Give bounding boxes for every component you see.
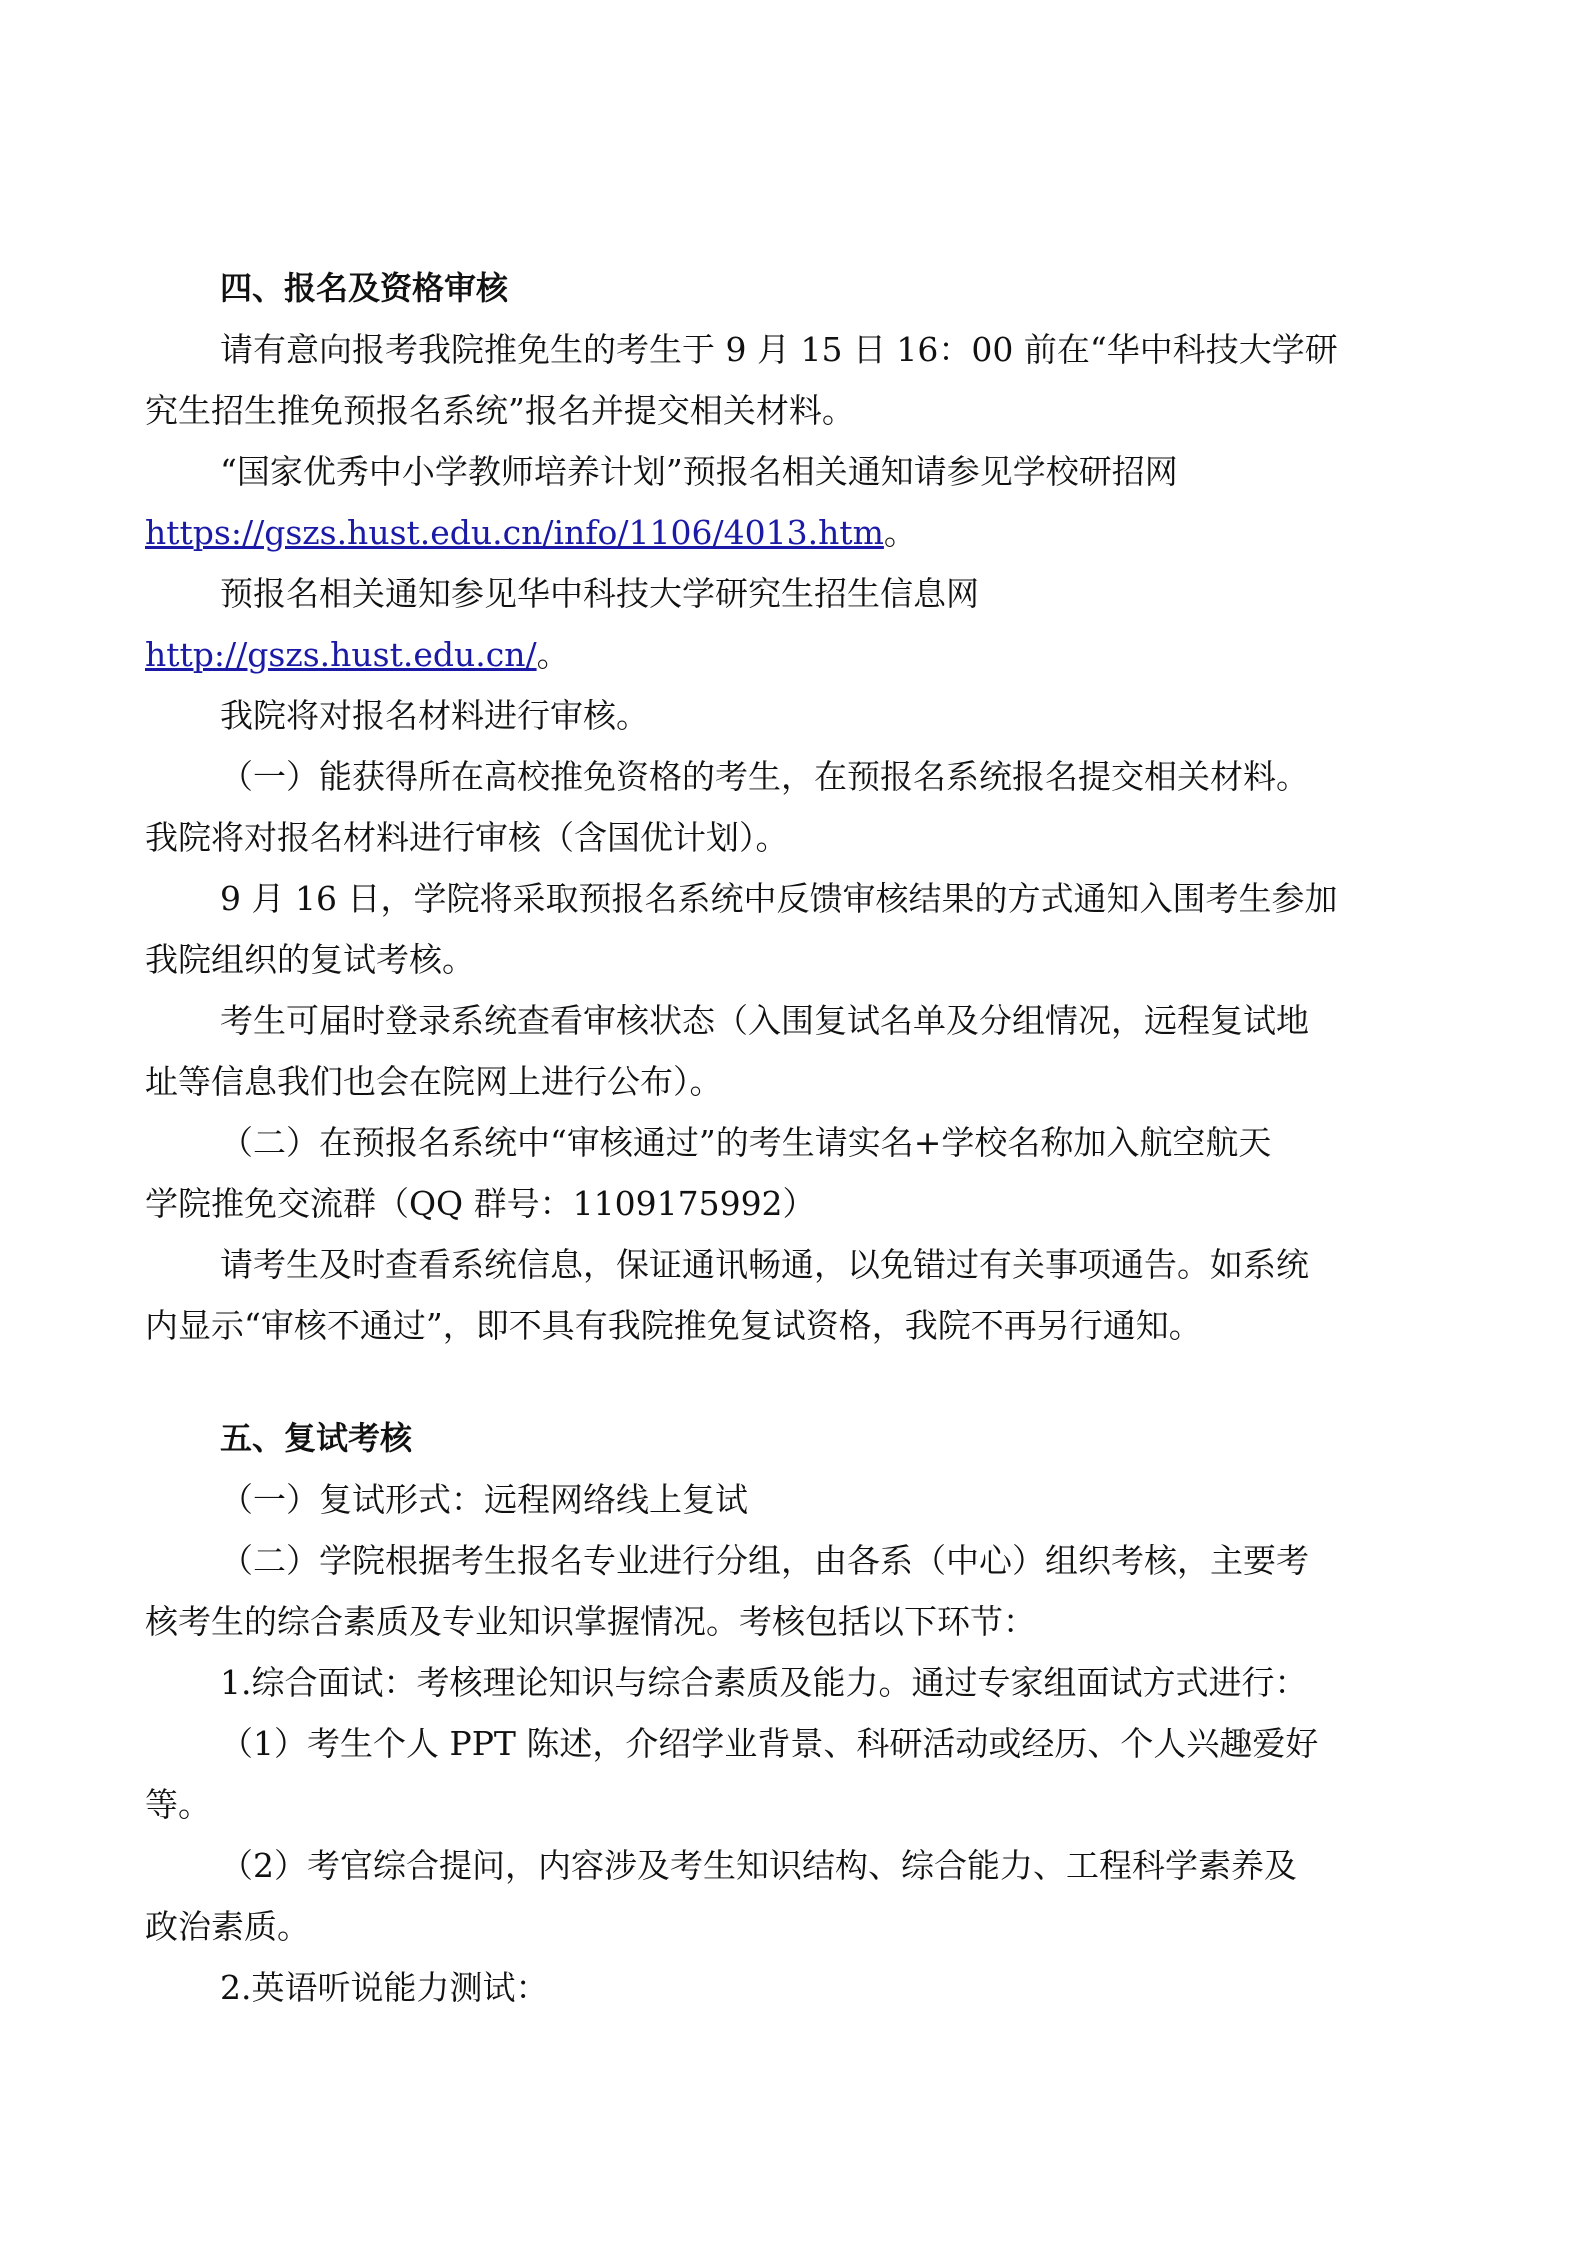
paragraph-check-status-cont: 址等信息我们也会在院网上进行公布）。	[145, 1062, 723, 1101]
document-body	[145, 258, 1457, 2018]
paragraph-check-system-info-cont: 内显示“审核不通过”，即不具有我院推免复试资格，我院不再另行通知。	[145, 1306, 1202, 1345]
period: 。	[883, 513, 917, 552]
paragraph-retest-form: （一）复试形式：远程网络线上复试	[220, 1480, 748, 1519]
paragraph-english-test: 2.英语听说能力测试：	[220, 1968, 549, 2007]
period: 。	[536, 635, 570, 674]
paragraph-ppt-statement-cont: 等。	[145, 1785, 211, 1824]
paragraph-check-status: 考生可届时登录系统查看审核状态（入围复试名单及分组情况，远程复试地	[220, 1001, 1309, 1040]
paragraph-interview: 1.综合面试：考核理论知识与综合素质及能力。通过专家组面试方式进行：	[220, 1663, 1308, 1702]
paragraph-examiner-questions-cont: 政治素质。	[145, 1907, 310, 1946]
paragraph-item-1-eligible: （一）能获得所在高校推免资格的考生，在预报名系统报名提交相关材料。	[220, 757, 1309, 796]
gszs-home-link[interactable]: http://gszs.hust.edu.cn/	[145, 635, 537, 674]
section-5-heading: 五、复试考核	[220, 1419, 413, 1457]
gszs-info-link[interactable]: https://gszs.hust.edu.cn/info/1106/4013.htm	[145, 513, 884, 552]
paragraph-item-2-qq-group-cont: 学院推免交流群（QQ 群号：1109175992）	[145, 1184, 816, 1223]
paragraph-item-1-eligible-cont: 我院将对报名材料进行审核（含国优计划）。	[145, 818, 789, 857]
paragraph-registration-deadline: 请有意向报考我院推免生的考生于 9 月 15 日 16：00 前在“华中科技大学研	[220, 330, 1338, 369]
paragraph-national-teacher-plan-link-line	[145, 502, 1457, 563]
paragraph-check-system-info: 请考生及时查看系统信息，保证通讯畅通，以免错过有关事项通告。如系统	[220, 1245, 1309, 1284]
paragraph-item-2-qq-group: （二）在预报名系统中“审核通过”的考生请实名+学校名称加入航空航天	[220, 1123, 1272, 1162]
paragraph-review-materials: 我院将对报名材料进行审核。	[220, 696, 649, 735]
paragraph-national-teacher-plan: “国家优秀中小学教师培养计划”预报名相关通知请参见学校研招网	[220, 452, 1178, 491]
paragraph-review-result-notice-cont: 我院组织的复试考核。	[145, 940, 475, 979]
paragraph-review-result-notice: 9 月 16 日，学院将采取预报名系统中反馈审核结果的方式通知入围考生参加	[220, 879, 1338, 918]
paragraph-examiner-questions: （2）考官综合提问，内容涉及考生知识结构、综合能力、工程科学素养及	[220, 1846, 1297, 1885]
paragraph-grouping-cont: 核考生的综合素质及专业知识掌握情况。考核包括以下环节：	[145, 1602, 1036, 1641]
section-4-heading: 四、报名及资格审核	[220, 269, 509, 307]
paragraph-grouping: （二）学院根据考生报名专业进行分组，由各系（中心）组织考核，主要考	[220, 1541, 1309, 1580]
paragraph-pre-registration-notice: 预报名相关通知参见华中科技大学研究生招生信息网	[220, 574, 979, 613]
paragraph-ppt-statement: （1）考生个人 PPT 陈述，介绍学业背景、科研活动或经历、个人兴趣爱好	[220, 1724, 1319, 1763]
section-gap	[145, 1356, 1457, 1408]
paragraph-pre-registration-link-line	[145, 624, 1457, 685]
paragraph-registration-deadline-cont: 究生招生推免预报名系统”报名并提交相关材料。	[145, 391, 855, 430]
